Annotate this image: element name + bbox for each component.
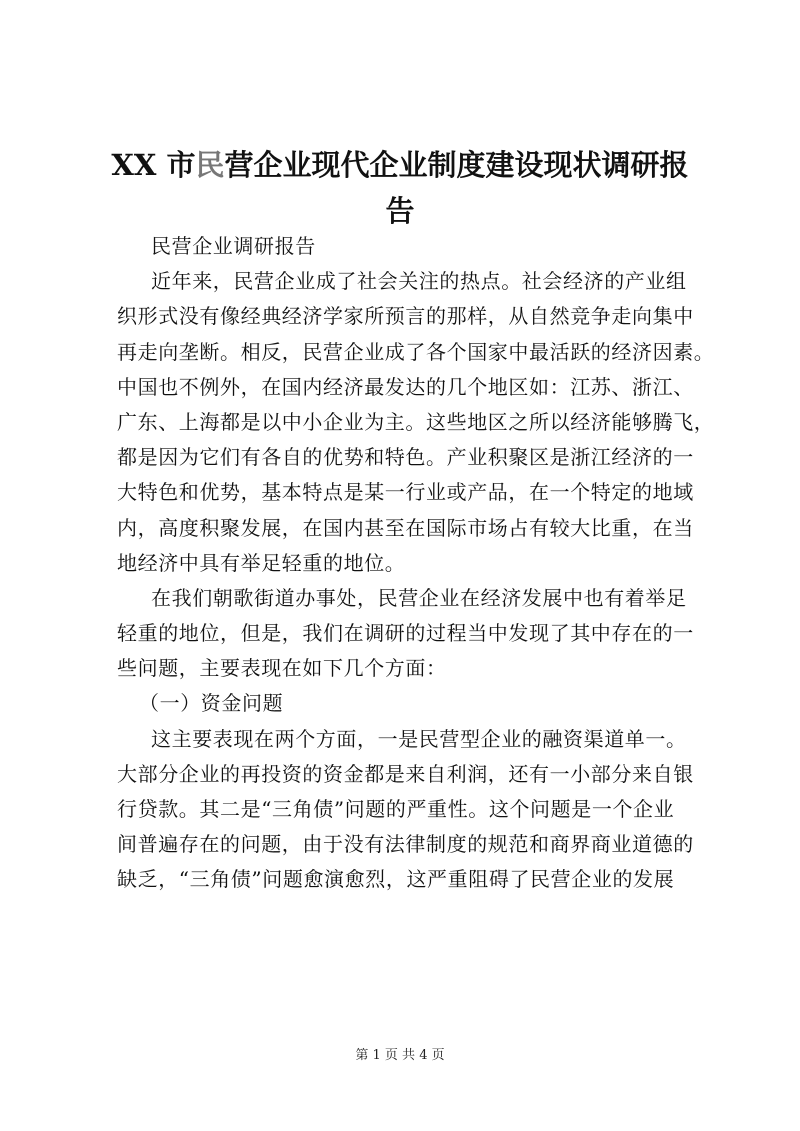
paragraph-line: 中国也不例外，在国内经济最发达的几个地区如：江苏、浙江、 <box>117 374 694 399</box>
section-heading: （一）资金问题 <box>139 691 284 716</box>
paragraph-line: 内，高度积聚发展，在国内甚至在国际市场占有较大比重，在当 <box>117 515 694 540</box>
paragraph-line: 地经济中具有举足轻重的地位。 <box>117 550 406 575</box>
section-paragraph <box>117 722 717 898</box>
page-number-footer: 第 1 页 共 4 页 <box>355 1048 445 1063</box>
paragraph-line: 些问题，主要表现在如下几个方面： <box>117 656 447 681</box>
paragraph-line: 大特色和优势，基本特点是某一行业或产品，在一个特定的地域 <box>117 480 694 505</box>
paragraph-line: 间普遍存在的问题，由于没有法律制度的规范和商界商业道德的 <box>117 832 694 857</box>
paragraph-line: 这主要表现在两个方面，一是民营型企业的融资渠道单一。 <box>151 726 687 751</box>
paragraph-line: 织形式没有像经典经济学家所预言的那样，从自然竞争走向集中 <box>117 304 694 329</box>
paragraph-line: 广东、上海都是以中小企业为主。这些地区之所以经济能够腾飞， <box>117 409 715 434</box>
paragraph-line: 行贷款。其二是“三角债”问题的严重性。这个问题是一个企业 <box>117 797 675 821</box>
document-body <box>117 229 717 898</box>
title-rest: 营企业现代企业制度建设现状调研报 <box>224 148 689 182</box>
title-line-2: 告 <box>385 194 415 228</box>
paragraph-line: 轻重的地位，但是，我们在调研的过程当中发现了其中存在的一 <box>117 621 694 646</box>
paragraph-line: 都是因为它们有各自的优势和特色。产业积聚区是浙江经济的一 <box>117 445 694 470</box>
paragraph-line: 近年来，民营企业成了社会关注的热点。社会经济的产业组 <box>151 269 687 294</box>
paragraph-line: 在我们朝歌街道办事处，民营企业在经济发展中也有着举足 <box>151 585 687 610</box>
paragraph-1 <box>117 264 717 581</box>
paragraph-line: 再走向垄断。相反，民营企业成了各个国家中最活跃的经济因素。 <box>117 339 715 364</box>
paragraph-line: 大部分企业的再投资的资金都是来自利润，还有一小部分来自银 <box>117 761 694 786</box>
document-title <box>100 142 700 234</box>
document-subtitle: 民营企业调研报告 <box>151 234 316 258</box>
paragraph-2 <box>117 581 717 687</box>
title-accent-character: 民 <box>195 148 225 182</box>
title-prefix: XX 市 <box>111 148 196 182</box>
paragraph-line: 缺乏，“三角债”问题愈演愈烈，这严重阻碍了民营企业的发展 <box>117 867 675 892</box>
